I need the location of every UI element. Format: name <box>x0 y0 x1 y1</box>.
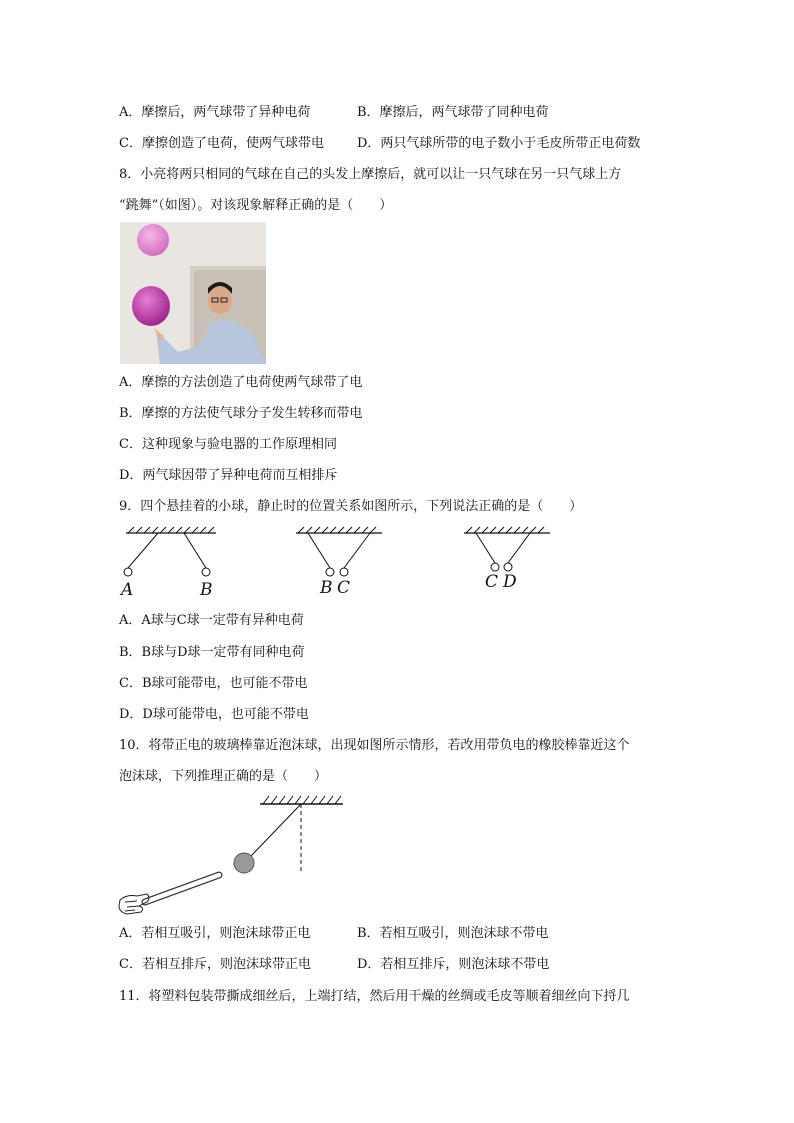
label-ball-b: B <box>320 578 333 598</box>
foam-ball <box>234 853 254 873</box>
q9-option-d: D．D球可能带电，也可能不带电 <box>119 707 309 722</box>
q8-option-a: A．摩擦的方法创造了电荷使两气球带了电 <box>119 375 363 390</box>
q10-glass-rod-figure <box>115 790 355 920</box>
label-ball-b: B <box>200 580 213 600</box>
q8-balloon-photo <box>120 222 266 364</box>
q9-option-b: B．B球与D球一定带有同种电荷 <box>119 645 305 660</box>
q10-option-a: A．若相互吸引，则泡沫球带正电 <box>119 926 311 941</box>
q10-option-b: B．若相互吸引，则泡沫球不带电 <box>357 926 549 941</box>
ball-c <box>340 568 348 576</box>
ball-a <box>124 568 132 576</box>
suspension-thread <box>251 804 301 856</box>
q10-stem-line1: 10．将带正电的玻璃棒靠近泡沫球，出现如图所示情形，若改用带负电的橡胶棒靠近这个 <box>119 738 630 753</box>
label-ball-a: A <box>121 580 134 600</box>
ball-b <box>326 568 334 576</box>
q9-option-a: A．A球与C球一定带有异种电荷 <box>119 613 304 628</box>
q10-option-d: D．若相互排斥，则泡沫球不带电 <box>357 957 550 972</box>
label-ball-d: D <box>503 572 517 592</box>
pendulum-pair-cd <box>464 527 550 592</box>
q7-option-d: D．两只气球所带的电子数小于毛皮所带正电荷数 <box>357 136 641 151</box>
q7-option-b: B．摩擦后，两气球带了同种电荷 <box>357 105 549 120</box>
q10-option-c: C．若相互排斥，则泡沫球带正电 <box>119 957 311 972</box>
q8-stem-line2: “跳舞”（如图）。对该现象解释正确的是（ ） <box>119 198 393 213</box>
q8-option-d: D．两气球因带了异种电荷而互相排斥 <box>119 468 338 483</box>
q9-option-c: C．B球可能带电，也可能不带电 <box>119 676 308 691</box>
q8-option-b: B．摩擦的方法使气球分子发生转移而带电 <box>119 406 363 421</box>
ball-b <box>202 568 210 576</box>
pendulum-pair-bc <box>296 527 382 598</box>
label-ball-c: C <box>337 578 351 598</box>
q9-pendulum-figure <box>110 525 560 600</box>
q10-stem-line2: 泡沫球，下列推理正确的是（ ） <box>119 769 328 784</box>
ball-d <box>504 563 512 571</box>
pendulum-pair-ab <box>119 527 216 600</box>
q7-option-c: C．摩擦创造了电荷，使两气球带电 <box>119 136 324 151</box>
q11-stem-line1: 11．将塑料包装带撕成细丝后，上端打结，然后用干燥的丝绸或毛皮等顺着细丝向下捋几 <box>119 989 630 1004</box>
q9-stem: 9．四个悬挂着的小球，静止时的位置关系如图所示，下列说法正确的是（ ） <box>119 499 583 514</box>
q8-stem-line1: 8．小亮将两只相同的气球在自己的头发上摩擦后，就可以让一只气球在另一只气球上方 <box>119 167 622 182</box>
glass-rod <box>145 875 219 902</box>
ball-c <box>491 563 499 571</box>
label-ball-c: C <box>485 572 499 592</box>
q7-option-a: A．摩擦后，两气球带了异种电荷 <box>119 105 311 120</box>
q8-option-c: C．这种现象与验电器的工作原理相同 <box>119 437 337 452</box>
